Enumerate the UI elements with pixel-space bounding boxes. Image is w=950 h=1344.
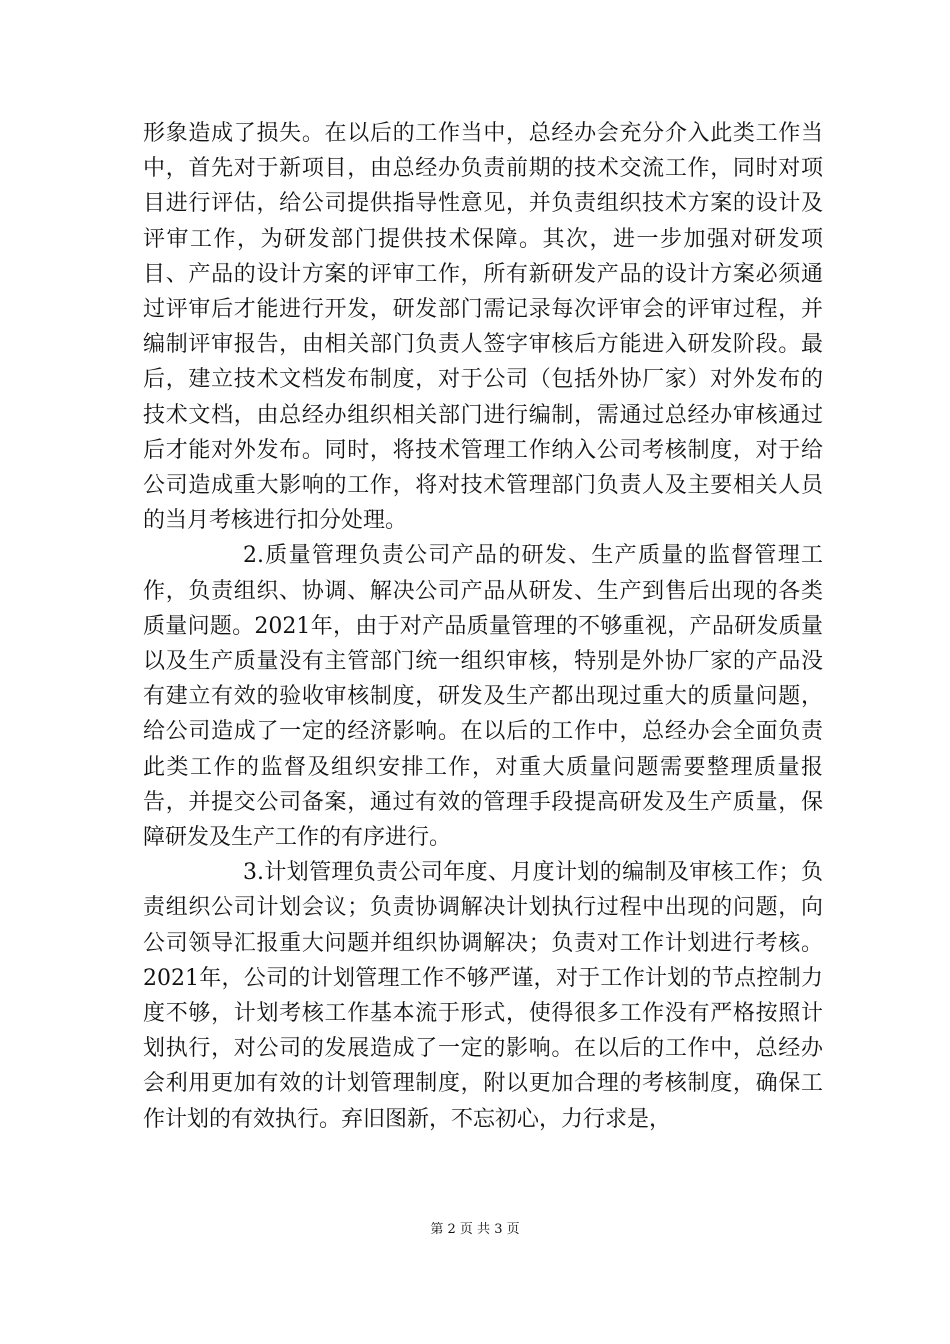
- document-body: [143, 116, 823, 1137]
- paragraph-quality-management: 2.质量管理负责公司产品的研发、生产质量的监督管理工作，负责组织、协调、解决公司产品从研发、生产到售后出现的各类质量问题。2021年，由于对产品质量管理的不够重视，产品研发质量以及生产质量没有主管部门统一组织审核，特别是外协厂家的产品没有建立有效的验收审核制度，研发及生产都出现过重大的质量问题，给公司造成了一定的经济影响。在以后的工作中，总经办会全面负责此类工作的监督及组织安排工作，对重大质量问题需要整理质量报告，并提交公司备案，通过有效的管理手段提高研发及生产质量，保障研发及生产工作的有序进行。: [143, 543, 823, 851]
- page-number-footer: 第 2 页 共 3 页: [430, 1222, 520, 1237]
- paragraph-plan-management: 3.计划管理负责公司年度、月度计划的编制及审核工作；负责组织公司计划会议；负责协调解决计划执行过程中出现的问题，向公司领导汇报重大问题并组织协调解决；负责对工作计划进行考核。2021年，公司的计划管理工作不够严谨，对于工作计划的节点控制力度不够，计划考核工作基本流于形式，使得很多工作没有严格按照计划执行，对公司的发展造成了一定的影响。在以后的工作中，总经办会利用更加有效的计划管理制度，附以更加合理的考核制度，确保工作计划的有效执行。弃旧图新，不忘初心，力行求是，: [143, 860, 823, 1132]
- paragraph-technical-management: 形象造成了损失。在以后的工作当中，总经办会充分介入此类工作当中，首先对于新项目，由总经办负责前期的技术交流工作，同时对项目进行评估，给公司提供指导性意见，并负责组织技术方案的设计及评审工作，为研发部门提供技术保障。其次，进一步加强对研发项目、产品的设计方案的评审工作，所有新研发产品的设计方案必须通过评审后才能进行开发，研发部门需记录每次评审会的评审过程，并编制评审报告，由相关部门负责人签字审核后方能进入研发阶段。最后，建立技术文档发布制度，对于公司（包括外协厂家）对外发布的技术文档，由总经办组织相关部门进行编制，需通过总经办审核通过后才能对外发布。同时，将技术管理工作纳入公司考核制度，对于给公司造成重大影响的工作，将对技术管理部门负责人及主要相关人员的当月考核进行扣分处理。: [143, 121, 823, 534]
